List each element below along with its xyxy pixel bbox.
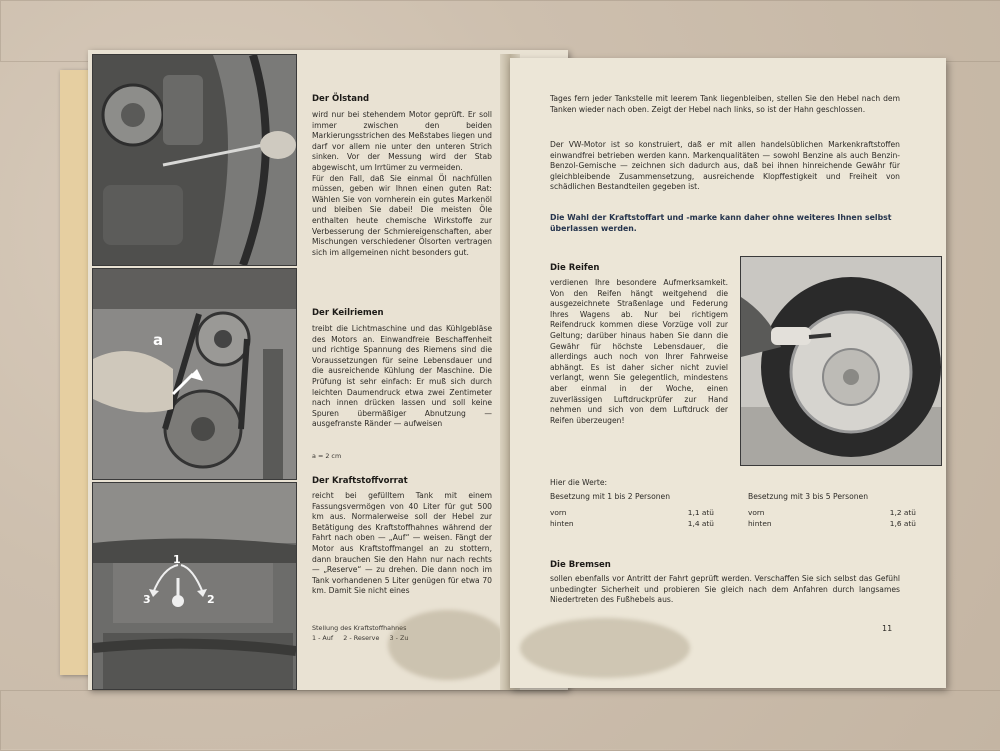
fuel-dial-position-1: 1 (173, 553, 181, 566)
group2-front-row (748, 508, 916, 517)
fuel-text: reicht bei gefülltem Tank mit einem Fassungsvermögen von 40 Liter für gut 500 km aus. Normalerweise soll der Hebel zur Betätigung des Kraftstoffhahnes während der Fahrt nach oben — „Auf“ — weisen. Fängt der Motor aus Kraftstoffmangel an zu stottern, dann brauchen Sie den Hahn nur nach rechts — „Reserve“ — zu drehen. Die dann noch im Tank vorhandenen 5 Liter genügen für etwa 70 km. Damit Sie nicht eines (312, 491, 492, 596)
oil-heading: Der Ölstand (312, 94, 370, 104)
open-booklet (60, 50, 950, 690)
engine-fuel-text: Der VW-Motor ist so konstruiert, daß er mit allen handelsüblichen Markenkraftstoffen einwandfrei betrieben werden kann. Markenqualitäten — sowohl Benzine als auch Benzin-Benzol-Gemische — zeichnen sich dadurch aus, daß bei ihnen hinreichende Gewähr für gleichbleibende Zusammensetzung, ausreichende Klopffestigkeit und Freiheit von schädlichen Bestandteilen gegeben ist. (550, 140, 900, 192)
tire-gauge-illustration (741, 257, 941, 465)
values-intro: Hier die Werte: (550, 478, 608, 487)
fuel-tap-photo (92, 482, 297, 690)
left-page (88, 50, 568, 690)
tire-pressure-photo (740, 256, 942, 466)
water-stain (388, 610, 508, 680)
group1-rear-row (550, 519, 714, 528)
tires-text: verdienen Ihre besondere Aufmerksamkeit. Von den Reifen hängt weitgehend die ausgezeichnete Straßenlage und Federung Ihres Wagens ab. Nur bei richtigem Reifendruck kommen diese Vorzüge voll zur Geltung; darüber hinaus haben Sie dann die Gewähr für höchste Lebensdauer, die allerdings auch noch von Ihrer Fahrweise abhängt. Es ist daher sicher nicht zuviel verlangt, wenn Sie gelegentlich, mindestens aber einmal in der Woche, einen zuverlässigen Luftdruckprüfer zur Hand nehmen und sich von dem Luftdruck der Reifen überzeugen! (550, 278, 728, 425)
brakes-text: sollen ebenfalls vor Antritt der Fahrt geprüft werden. Verschaffen Sie sich selbst das Gefühl unbedingter Sicherheit und probieren Sie gleich nach dem Anfahren durch langsames Niedertreten des Fußhebels aus. (550, 574, 900, 605)
group2-rear-label: hinten (748, 519, 772, 528)
fuel-caption-title: Stellung des Kraftstoffhahnes (312, 624, 407, 632)
group1-front-value: 1,1 atü (687, 508, 714, 517)
oil-dipstick-photo (92, 54, 297, 266)
fuel-dial-position-3: 3 (143, 593, 151, 606)
group2-rear-row (748, 519, 916, 528)
values-group2-title: Besetzung mit 3 bis 5 Personen (748, 492, 869, 501)
group1-front-label: vorn (550, 508, 567, 517)
belt-text: treibt die Lichtmaschine und das Kühlgebläse des Motors an. Einwandfreie Beschaffenheit und richtige Spannung des Riemens sind die Voraussetzungen für seine Lebensdauer und die ausreichende Kühlung der Maschine. Die Prüfung ist sehr einfach: Er muß sich durch leichten Daumendruck etwa zwei Zentimeter nach innen drücken lassen und soll keine Spuren übermäßiger Abnutzung — ausgefranste Ränder — aufweisen (312, 324, 492, 429)
tires-heading: Die Reifen (550, 263, 600, 273)
oil-dipstick-illustration (93, 55, 296, 265)
group1-rear-value: 1,4 atü (687, 519, 714, 528)
page-number: 11 (882, 624, 893, 633)
carpet-background-bottom (0, 690, 1000, 751)
brakes-heading: Die Bremsen (550, 560, 611, 570)
group1-rear-label: hinten (550, 519, 574, 528)
oil-text: wird nur bei stehendem Motor geprüft. Er soll immer zwischen den beiden Markierungsstrichen des Meßstabes liegen und darf vor allem nie unter den unteren Strich sinken. Vor der Messung wird der Stab abgewischt, um Irrtümer zu vermeiden. Für den Fall, daß Sie einmal Öl nachfüllen müssen, geben wir Ihnen einen guten Rat: Wählen Sie von vornherein ein gutes Markenöl und bleiben Sie dabei! Die meisten Öle enthalten heute chemische Wirkstoffe zur Verbesserung der Schmiereigenschaften, aber Mischungen verschiedener Ölsorten vertragen sich im allgemeinen nicht besonders gut. (312, 110, 492, 257)
fan-belt-illustration (93, 269, 296, 479)
fuel-tap-illustration (93, 483, 296, 689)
values-group1-title: Besetzung mit 1 bis 2 Personen (550, 492, 671, 501)
fuel-dial-position-2: 2 (207, 593, 215, 606)
fuel-caption-items: 1 - Auf 2 - Reserve 3 - Zu (312, 634, 409, 642)
right-page (510, 58, 946, 688)
water-stain-right (520, 618, 690, 678)
group2-rear-value: 1,6 atü (889, 519, 916, 528)
group1-front-row (550, 508, 714, 517)
fuel-heading: Der Kraftstoffvorrat (312, 476, 408, 486)
belt-caption: a = 2 cm (312, 452, 342, 460)
group2-front-label: vorn (748, 508, 765, 517)
fuel-choice-highlight: Die Wahl der Kraftstoffart und -marke kann daher ohne weiteres Ihnen selbst überlassen werden. (550, 213, 892, 233)
belt-deflection-label: a (153, 331, 164, 349)
fuel-tap-continued-text: Tages fern jeder Tankstelle mit leerem Tank liegenbleiben, stellen Sie den Hebel nach dem Tanken wieder nach oben. Zeigt der Hebel nach links, so ist der Hahn geschlossen. (550, 94, 900, 114)
belt-heading: Der Keilriemen (312, 308, 384, 318)
group2-front-value: 1,2 atü (889, 508, 916, 517)
fan-belt-photo (92, 268, 297, 480)
